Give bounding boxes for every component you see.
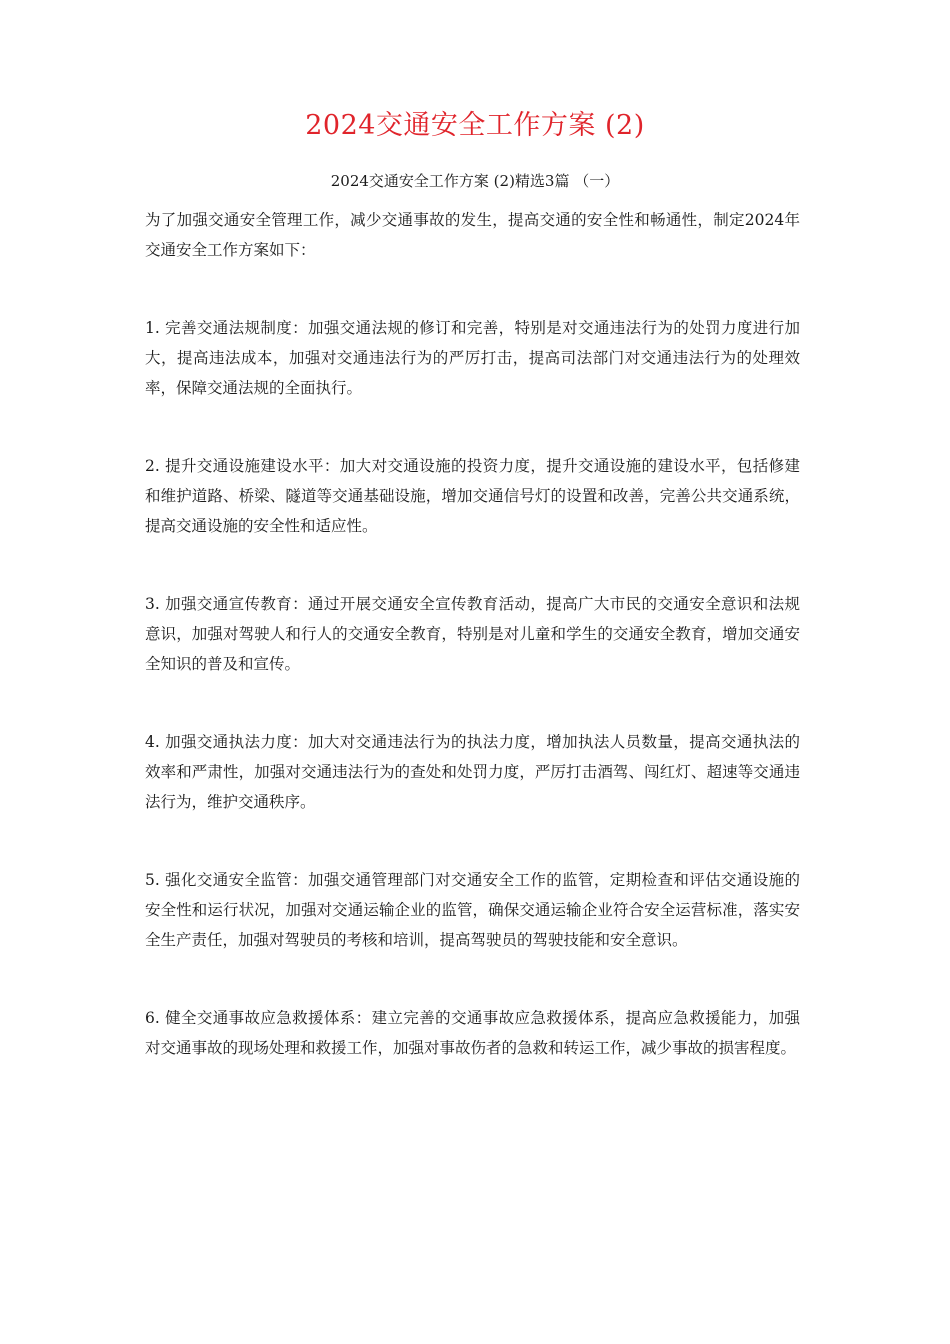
paragraph-item-1: 1. 完善交通法规制度：加强交通法规的修订和完善，特别是对交通违法行为的处罚力度进行加大，提高违法成本，加强对交通违法行为的严厉打击，提高司法部门对交通违法行为的处理效率，保障交通法规的全面执行。	[145, 319, 800, 397]
paragraph-item-6: 6. 健全交通事故应急救援体系：建立完善的交通事故应急救援体系，提高应急救援能力，加强对交通事故的现场处理和救援工作，加强对事故伤者的急救和转运工作，减少事故的损害程度。	[145, 1009, 800, 1057]
paragraph-item-3: 3. 加强交通宣传教育：通过开展交通安全宣传教育活动，提高广大市民的交通安全意识和法规意识，加强对驾驶人和行人的交通安全教育，特别是对儿童和学生的交通安全教育，增加交通安全知识的普及和宣传。	[145, 595, 800, 673]
document-title: 2024交通安全工作方案 (2)	[305, 110, 645, 141]
intro-paragraph: 为了加强交通安全管理工作，减少交通事故的发生，提高交通的安全性和畅通性，制定2024年交通安全工作方案如下：	[145, 211, 800, 259]
document-subtitle: 2024交通安全工作方案 (2)精选3篇 （一）	[330, 172, 620, 190]
paragraph-item-4: 4. 加强交通执法力度：加大对交通违法行为的执法力度，增加执法人员数量，提高交通执法的效率和严肃性，加强对交通违法行为的查处和处罚力度，严厉打击酒驾、闯红灯、超速等交通违法行为，维护交通秩序。	[145, 733, 800, 811]
paragraph-item-5: 5. 强化交通安全监管：加强交通管理部门对交通安全工作的监管，定期检查和评估交通设施的安全性和运行状况，加强对交通运输企业的监管，确保交通运输企业符合安全运营标准，落实安全生产责任，加强对驾驶员的考核和培训，提高驾驶员的驾驶技能和安全意识。	[145, 871, 800, 949]
document-body	[145, 205, 800, 1063]
paragraph-item-2: 2. 提升交通设施建设水平：加大对交通设施的投资力度，提升交通设施的建设水平，包括修建和维护道路、桥梁、隧道等交通基础设施，增加交通信号灯的设置和改善，完善公共交通系统，提高交通设施的安全性和适应性。	[145, 457, 800, 535]
